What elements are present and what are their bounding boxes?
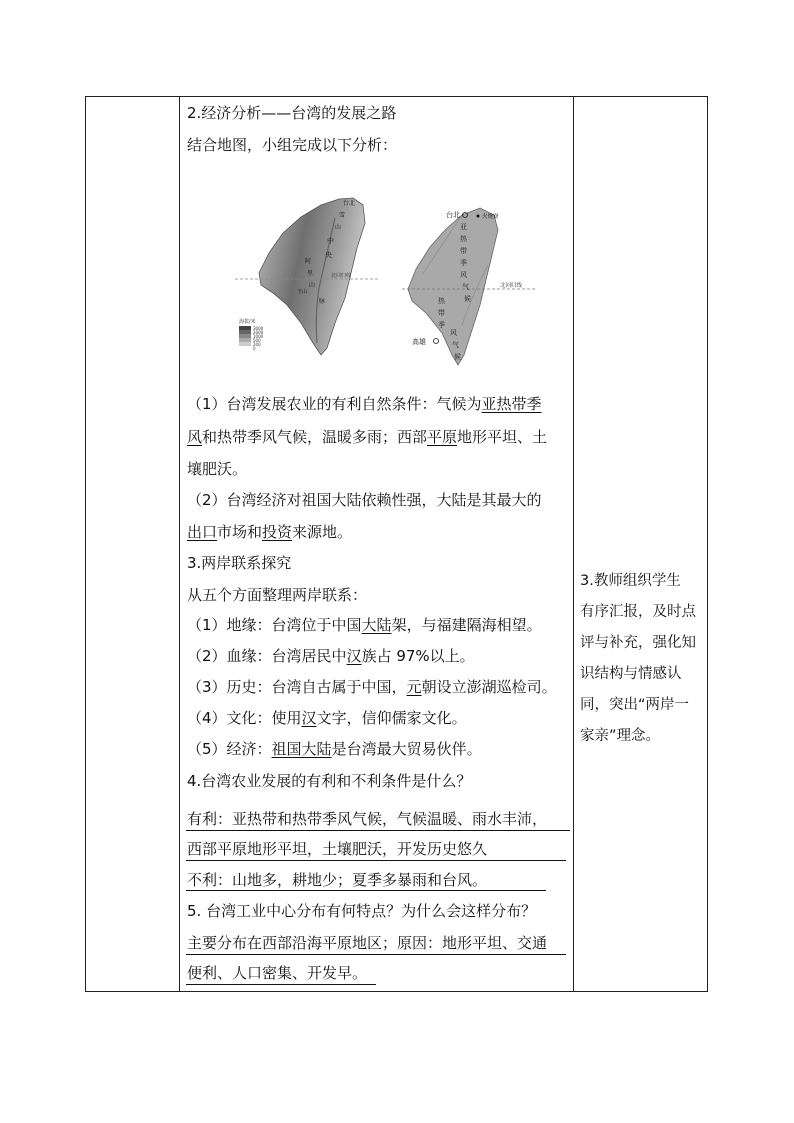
analysis-item-1-line-3: 壤肥沃。 bbox=[187, 460, 248, 478]
teacher-note-line: 有序汇报，及时点 bbox=[580, 604, 696, 620]
analysis-item-1-line-1: （1）台湾发展农业的有利自然条件：气候为亚热带季 bbox=[187, 395, 542, 413]
analysis-item-2-line-2: 出口市场和投资来源地。 bbox=[187, 523, 353, 541]
elevation-legend bbox=[239, 318, 264, 351]
climate-zone-char: 气 bbox=[462, 283, 469, 291]
section5-answer-line: 便利、人口密集、开发早。 bbox=[187, 964, 368, 982]
analysis-item-2-line-1: （2）台湾经济对祖国大陆依赖性强，大陆是其最大的 bbox=[187, 491, 542, 509]
section2-instruction: 结合地图，小组完成以下分析： bbox=[187, 136, 398, 154]
map-label: 山 bbox=[335, 224, 342, 231]
section4-question: 4.台湾农业发展的有利和不利条件是什么？ bbox=[187, 772, 472, 790]
link-item: （5）经济：祖国大陆是台湾最大贸易伙伴。 bbox=[187, 740, 482, 758]
legend-value: 500 bbox=[253, 338, 261, 343]
climate-zone-char: 风 bbox=[460, 271, 467, 279]
legend-value: 200 bbox=[253, 342, 261, 347]
map-label: 玉山 bbox=[297, 289, 308, 295]
climate-zone-char: 候 bbox=[464, 295, 471, 303]
section5-question: 5. 台湾工业中心分布有何特点？为什么会这样分布？ bbox=[187, 902, 537, 920]
taiwan-relief-map bbox=[235, 193, 380, 358]
climate-zone-char: 带 bbox=[460, 247, 467, 255]
answer-underline bbox=[186, 860, 566, 861]
climate-zone-char: 季 bbox=[460, 259, 467, 267]
teacher-note-line: 识结构与情感认 bbox=[580, 666, 682, 682]
link-item: （3）历史：台湾自古属于中国，元朝设立澎湖巡检司。 bbox=[187, 678, 557, 696]
section2-title: 2.经济分析——台湾的发展之路 bbox=[187, 104, 397, 122]
climate-zone-char: 热 bbox=[460, 235, 467, 243]
climate-zone-char: 候 bbox=[454, 353, 461, 361]
place-label-huoshaoliao: 火烧寮 bbox=[482, 214, 499, 220]
climate-zone-char: 亚 bbox=[460, 223, 467, 231]
link-item: （1）地缘：台湾位于中国大陆架，与福建隔海相望。 bbox=[187, 616, 542, 634]
section3-title: 3.两岸联系探究 bbox=[187, 554, 292, 572]
map-label: 阿 bbox=[305, 258, 312, 265]
legend-title: 海拔/米 bbox=[239, 319, 256, 325]
answer-underline bbox=[186, 890, 546, 891]
link-item: （4）文化：使用汉文字，信仰儒家文化。 bbox=[187, 709, 467, 727]
link-item: （2）血缘：台湾居民中汉族占 97%以上。 bbox=[187, 647, 475, 665]
answer-underline bbox=[186, 830, 570, 831]
legend-value: 3000 bbox=[253, 326, 264, 331]
teacher-note-line: 评与补充，强化知 bbox=[580, 635, 696, 651]
city-label-taipei: 台北 bbox=[446, 211, 460, 219]
map-label: 山 bbox=[309, 282, 316, 289]
teacher-note-column bbox=[574, 97, 708, 991]
lesson-table bbox=[85, 96, 708, 992]
taiwan-climate-map bbox=[402, 205, 537, 370]
map-label: 中 bbox=[327, 237, 334, 245]
climate-zone-char: 季 bbox=[438, 321, 445, 329]
section4-answer-line: 有利：亚热带和热带季风气候，气候温暖、雨水丰沛， bbox=[187, 810, 548, 828]
teacher-note-line: 家亲”理念。 bbox=[580, 728, 661, 744]
teacher-note-line: 同，突出“两岸一 bbox=[580, 697, 690, 713]
tropic-label: 北回归线 bbox=[331, 273, 352, 279]
climate-zone-char: 气 bbox=[452, 341, 459, 349]
climate-zone-char: 带 bbox=[438, 309, 445, 317]
section3-intro: 从五个方面整理两岸联系： bbox=[187, 586, 368, 604]
answer-underline bbox=[186, 984, 376, 985]
legend-value: 1000 bbox=[253, 334, 264, 339]
map-label: 台北 bbox=[343, 200, 356, 207]
legend-value: 0 bbox=[253, 346, 256, 351]
analysis-item-1-line-2: 风和热带季风气候，温暖多雨；西部平原地形平坦、土 bbox=[187, 428, 548, 446]
legend-value: 2000 bbox=[253, 330, 264, 335]
map-label: 雪 bbox=[339, 212, 346, 219]
content-column bbox=[180, 97, 572, 991]
climate-zone-char: 风 bbox=[450, 329, 457, 337]
answer-underline bbox=[186, 954, 566, 955]
tropic-label: 北回归线 bbox=[500, 283, 523, 289]
climate-zone-char: 热 bbox=[438, 297, 445, 305]
teacher-note-line: 3.教师组织学生 bbox=[580, 573, 681, 589]
section4-answer-line: 不利：山地多，耕地少；夏季多暴雨和台风。 bbox=[187, 871, 488, 889]
map-label: 脉 bbox=[319, 298, 326, 305]
section5-answer-line: 主要分布在西部沿海平原地区；原因：地形平坦、交通 bbox=[187, 934, 548, 952]
map-label: 里 bbox=[307, 270, 314, 277]
city-label-kaohsiung: 高雄 bbox=[412, 338, 426, 346]
map-label: 央 bbox=[325, 251, 332, 259]
section4-answer-line: 西部平原地形平坦，土壤肥沃，开发历史悠久 bbox=[187, 840, 488, 858]
